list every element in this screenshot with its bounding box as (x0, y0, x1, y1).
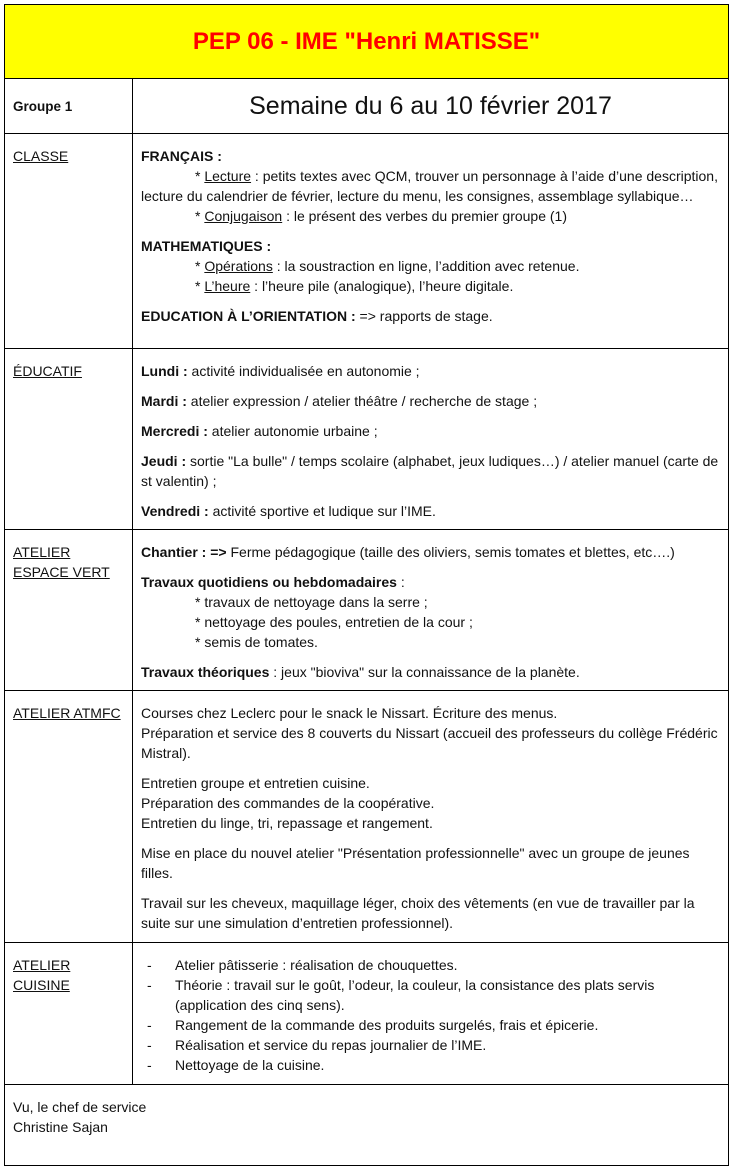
atmfc-paragraph (141, 773, 720, 833)
cuisine-label-line1: ATELIER (13, 957, 71, 973)
cuisine-label-cell (5, 943, 133, 1085)
atmfc-label: ATELIER ATMFC (13, 705, 121, 721)
list-item: - Nettoyage de la cuisine. (141, 1055, 720, 1075)
day-name: Mercredi : (141, 423, 208, 439)
atmfc-text: Entretien du linge, tri, repassage et rangement. (141, 815, 433, 831)
chantier-heading: Chantier : => (141, 544, 227, 560)
travaux-item: * travaux de nettoyage dans la serre ; (195, 594, 428, 610)
educatif-label: ÉDUCATIF (13, 363, 82, 379)
day-item (141, 361, 720, 381)
day-name: Mardi : (141, 393, 187, 409)
espace-vert-row (5, 530, 729, 691)
travaux-heading: Travaux quotidiens ou hebdomadaires (141, 574, 397, 590)
day-name: Jeudi : (141, 453, 187, 469)
title-row (5, 5, 729, 79)
chantier-block (141, 542, 720, 562)
espace-vert-label-line1: ATELIER (13, 544, 71, 560)
educatif-row (5, 349, 729, 530)
day-name: Lundi : (141, 363, 188, 379)
operations-text: : la soustraction en ligne, l’addition avec retenue. (272, 258, 580, 274)
day-item (141, 391, 720, 411)
operations-label: Opérations (204, 258, 273, 274)
document-title: PEP 06 - IME "Henri MATISSE" (5, 5, 729, 79)
operations-bullet: * (195, 258, 205, 274)
atmfc-text: Préparation et service des 8 couverts du Nissart (accueil des professeurs du collège Frédéric Mistral). (141, 725, 718, 761)
theoriques-text: : jeux "bioviva" sur la connaissance de la planète. (269, 664, 580, 680)
atmfc-paragraph (141, 703, 720, 763)
day-text: sortie "La bulle" / temps scolaire (alphabet, jeux ludiques…) / atelier manuel (carte de st valentin) ; (141, 453, 719, 489)
francais-block (141, 146, 720, 226)
chantier-text: Ferme pédagogique (taille des oliviers, semis tomates et blettes, etc….) (226, 544, 675, 560)
atmfc-paragraph: Mise en place du nouvel atelier "Présentation professionnelle" avec un groupe de jeunes filles. (141, 845, 690, 881)
orientation-heading: EDUCATION À L’ORIENTATION : (141, 308, 356, 324)
conjugaison-text: : le présent des verbes du premier groupe (1) (282, 208, 567, 224)
cuisine-content (133, 943, 729, 1085)
atmfc-text: Courses chez Leclerc pour le snack le Nissart. Écriture des menus. (141, 705, 558, 721)
atmfc-text: Préparation des commandes de la coopérative. (141, 795, 435, 811)
classe-label-cell (5, 134, 133, 349)
theoriques-block (141, 662, 720, 682)
math-block (141, 236, 720, 296)
signature-block (5, 1085, 729, 1166)
lecture-bullet: * (195, 168, 205, 184)
list-item: - Réalisation et service du repas journalier de l’IME. (141, 1035, 720, 1055)
espace-vert-content (133, 530, 729, 691)
atmfc-text: Entretien groupe et entretien cuisine. (141, 775, 370, 791)
atmfc-content (133, 691, 729, 943)
week-row (5, 79, 729, 134)
signature-title: Vu, le chef de service (13, 1099, 147, 1115)
cuisine-list (141, 955, 720, 1075)
atmfc-paragraph: Travail sur les cheveux, maquillage léger, choix des vêtements (en vue de travailler par la suite sur une simulation d’entretien professionnel). (141, 895, 695, 931)
theoriques-heading: Travaux théoriques (141, 664, 270, 680)
list-item: - Théorie : travail sur le goût, l’odeur, la couleur, la consistance des plats servis (application des cinq sens). (141, 975, 720, 1015)
list-item: - Rangement de la commande des produits surgelés, frais et épicerie. (141, 1015, 720, 1035)
lecture-text: : petits textes avec QCM, trouver un personnage à l’aide d’une description, lecture du calendrier de février, lecture du menu, les consignes, assemblage syllabique… (141, 168, 718, 204)
heure-label: L’heure (204, 278, 251, 294)
day-name: Vendredi : (141, 503, 209, 519)
conjugaison-bullet: * (195, 208, 205, 224)
lecture-label: Lecture (204, 168, 252, 184)
orientation-text: => rapports de stage. (355, 308, 493, 324)
conjugaison-label: Conjugaison (204, 208, 283, 224)
travaux-item: * semis de tomates. (195, 634, 318, 650)
cuisine-label-line2: CUISINE (13, 977, 70, 993)
group-label: Groupe 1 (5, 79, 133, 134)
educatif-label-cell (5, 349, 133, 530)
classe-label: CLASSE (13, 148, 69, 164)
weekly-schedule-table (4, 4, 729, 1166)
travaux-colon: : (396, 574, 405, 590)
signature-name: Christine Sajan (13, 1119, 108, 1135)
heure-bullet: * (195, 278, 205, 294)
atmfc-label-cell (5, 691, 133, 943)
day-text: activité individualisée en autonomie ; (187, 363, 420, 379)
week-label: Semaine du 6 au 10 février 2017 (133, 79, 729, 134)
espace-vert-label-line2: ESPACE VERT (13, 564, 110, 580)
day-item (141, 501, 720, 521)
day-item (141, 421, 720, 441)
francais-heading: FRANÇAIS : (141, 148, 222, 164)
heure-text: : l’heure pile (analogique), l’heure digitale. (250, 278, 514, 294)
orientation-block (141, 306, 720, 326)
classe-content (133, 134, 729, 349)
educatif-content (133, 349, 729, 530)
espace-vert-label-cell (5, 530, 133, 691)
cuisine-row (5, 943, 729, 1085)
travaux-block (141, 572, 720, 652)
day-text: atelier autonomie urbaine ; (207, 423, 378, 439)
day-text: activité sportive et ludique sur l’IME. (208, 503, 436, 519)
atmfc-row (5, 691, 729, 943)
day-item (141, 451, 720, 491)
travaux-item: * nettoyage des poules, entretien de la cour ; (195, 614, 473, 630)
footer-row (5, 1085, 729, 1166)
math-heading: MATHEMATIQUES : (141, 238, 272, 254)
day-text: atelier expression / atelier théâtre / recherche de stage ; (186, 393, 538, 409)
classe-row (5, 134, 729, 349)
list-item: - Atelier pâtisserie : réalisation de chouquettes. (141, 955, 720, 975)
